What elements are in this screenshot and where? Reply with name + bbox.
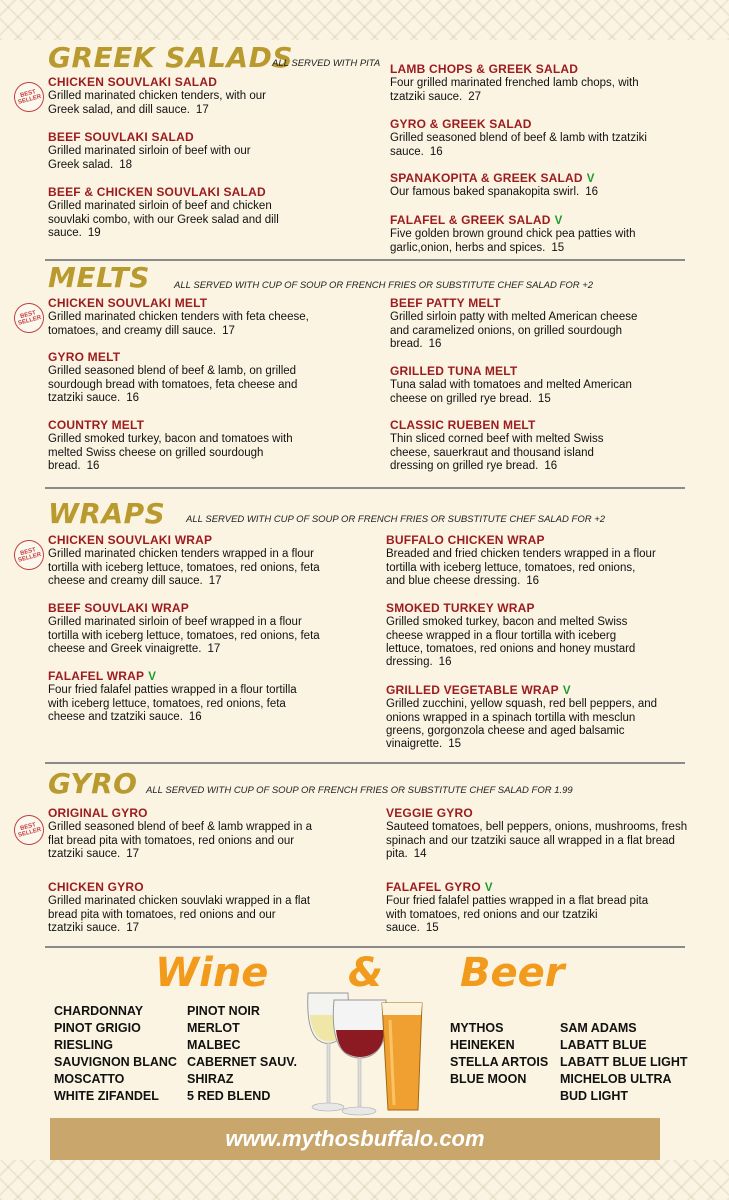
menu-item-description	[48, 90, 283, 117]
menu-item-description	[386, 895, 651, 935]
menu-item-name: BEEF SOUVLAKI SALAD	[48, 130, 194, 144]
section-title-melts: MELTS	[48, 261, 150, 294]
section-title-wraps: WRAPS	[48, 497, 166, 530]
section-note-wraps: ALL SERVED WITH CUP OF SOUP OR FRENCH FRIES OR SUBSTITUTE CHEF SALAD FOR +2	[186, 514, 606, 525]
menu-item-name: CHICKEN SOUVLAKI WRAP	[48, 533, 213, 547]
menu-item-header	[386, 602, 646, 616]
menu-item	[48, 297, 318, 338]
drink-item: SAUVIGNON BLANC	[54, 1055, 177, 1069]
menu-item-description	[390, 433, 640, 473]
vegetarian-badge: V	[484, 882, 493, 894]
menu-item-price: 19	[87, 226, 101, 239]
menu-item-price: 18	[119, 158, 132, 171]
drink-item: HEINEKEN	[450, 1038, 515, 1052]
menu-item-name: LAMB CHOPS & GREEK SALAD	[390, 62, 579, 76]
menu-item-header	[390, 214, 680, 228]
menu-item-header	[48, 602, 323, 616]
menu-item-description	[48, 548, 323, 588]
menu-item-price: 17	[207, 642, 221, 655]
menu-item-price: 16	[585, 186, 599, 199]
menu-item-description	[386, 821, 691, 861]
section-divider	[45, 487, 685, 489]
menu-item-name: GRILLED TUNA MELT	[390, 364, 518, 378]
menu-item	[386, 534, 656, 588]
menu-item	[48, 534, 323, 588]
menu-item-header	[48, 76, 283, 90]
menu-item	[48, 419, 313, 473]
menu-item-name: CHICKEN SOUVLAKI SALAD	[48, 75, 218, 89]
menu-item-description-text: Grilled seasoned blend of beef & lamb wrapped in a flat bread pita with tomatoes, red onions and our tzatziki sauce.	[48, 821, 313, 860]
menu-item-header	[48, 881, 313, 895]
best-seller-badge: BEST SELLER	[11, 300, 48, 337]
best-seller-badge: BEST SELLER	[11, 537, 48, 574]
decorative-pattern-bottom	[0, 1160, 729, 1200]
menu-item	[386, 602, 646, 669]
menu-item-name: SMOKED TURKEY WRAP	[386, 601, 535, 615]
menu-item-description-text: Grilled seasoned blend of beef & lamb, on grilled sourdough bread with tomatoes, feta cheese and tzatziki sauce.	[48, 365, 298, 404]
menu-item-header	[48, 351, 313, 365]
menu-item	[390, 172, 670, 200]
menu-item	[386, 807, 691, 861]
drink-item: LABATT BLUE	[560, 1038, 647, 1052]
decorative-pattern-top	[0, 0, 729, 40]
menu-item-name: BEEF PATTY MELT	[390, 296, 501, 310]
menu-item-description-text: Grilled marinated chicken tenders, with our Greek salad, and dill sauce.	[48, 90, 266, 116]
beer-list-col1	[450, 1020, 548, 1088]
website-link[interactable]: www.mythosbuffalo.com	[225, 1126, 485, 1151]
drink-item: WHITE ZIFANDEL	[54, 1089, 159, 1103]
menu-item-header	[390, 297, 640, 311]
drink-item: MERLOT	[187, 1021, 240, 1035]
menu-item-name: FALAFEL GYRO	[386, 880, 481, 894]
menu-item-price: 17	[222, 324, 235, 337]
section-title-gyro: GYRO	[48, 767, 138, 800]
menu-item-description-text: Breaded and fried chicken tenders wrapped in a flour tortilla with iceberg lettuce, tomatoes, red onions, and blue cheese dressing.	[386, 548, 656, 587]
vegetarian-badge: V	[554, 215, 563, 227]
menu-item-name: GYRO & GREEK SALAD	[390, 117, 532, 131]
menu-item-description	[48, 311, 318, 338]
menu-item-name: BEEF & CHICKEN SOUVLAKI SALAD	[48, 185, 266, 199]
menu-item-description	[390, 379, 650, 406]
menu-item-description	[386, 548, 656, 588]
drink-item: MICHELOB ULTRA	[560, 1072, 672, 1086]
menu-item-header	[390, 63, 660, 77]
menu-item-name: SPANAKOPITA & GREEK SALAD	[390, 171, 583, 185]
menu-item-description-text: Grilled sirloin patty with melted American cheese and caramelized onions, on grilled sourdough bread.	[390, 311, 638, 350]
best-seller-badge: BEST SELLER	[11, 812, 48, 849]
menu-item-description-text: Grilled marinated chicken tenders with feta cheese, tomatoes, and creamy dill sauce.	[48, 311, 309, 337]
menu-item-description-text: Grilled marinated chicken souvlaki wrapped in a flat bread pita with tomatoes, red onions and our tzatziki sauce.	[48, 895, 311, 934]
wine-list-red	[187, 1003, 297, 1105]
menu-item-description	[386, 616, 646, 669]
wine-heading: Wine	[155, 950, 269, 996]
best-seller-badge: BEST SELLER	[11, 79, 48, 116]
menu-item-description	[390, 311, 640, 351]
drink-item: PINOT GRIGIO	[54, 1021, 141, 1035]
menu-item-header	[48, 186, 308, 200]
menu-item-header	[390, 365, 650, 379]
menu-item-price: 16	[429, 145, 443, 158]
menu-item-price: 16	[544, 459, 558, 472]
menu-item	[48, 131, 283, 172]
menu-item-description	[390, 228, 680, 255]
menu-item-description-text: Four grilled marinated frenched lamb chops, with tzatziki sauce.	[390, 77, 639, 103]
drink-item: RIESLING	[54, 1038, 114, 1052]
menu-item-header	[48, 534, 323, 548]
menu-item-price: 16	[126, 391, 140, 404]
menu-item-name: COUNTRY MELT	[48, 418, 145, 432]
menu-item-price: 16	[438, 656, 452, 669]
menu-item-name: CHICKEN SOUVLAKI MELT	[48, 296, 208, 310]
menu-item	[390, 419, 640, 473]
ampersand-heading: &	[348, 950, 383, 996]
menu-item	[48, 602, 323, 656]
menu-item	[386, 881, 651, 935]
menu-item-description	[48, 616, 323, 656]
menu-item-description-text: Grilled zucchini, yellow squash, red bell peppers, and onions wrapped in a spinach tortilla with mesclun greens, gorgonzola cheese and aged balsamic vinaigrette.	[386, 698, 658, 751]
drink-item: 5 RED BLEND	[187, 1089, 271, 1103]
menu-item-name: ORIGINAL GYRO	[48, 806, 148, 820]
section-divider	[45, 762, 685, 764]
menu-item-price: 17	[208, 574, 222, 587]
menu-item-name: GYRO MELT	[48, 350, 121, 364]
menu-item	[390, 118, 660, 159]
menu-item	[390, 297, 640, 351]
vegetarian-badge: V	[586, 173, 595, 185]
menu-item-description-text: Sauteed tomatoes, bell peppers, onions, mushrooms, fresh spinach and our tzatziki sauce all wrapped in a flat bread pita.	[386, 821, 688, 860]
menu-item-price: 15	[425, 921, 439, 934]
menu-item-header	[386, 684, 666, 698]
menu-item-description-text: Grilled marinated sirloin of beef wrapped in a flour tortilla with iceberg lettuce, tomatoes, red onions, feta cheese and Greek vinaigrette.	[48, 616, 320, 655]
section-note-gyro: ALL SERVED WITH CUP OF SOUP OR FRENCH FRIES OR SUBSTITUTE CHEF SALAD FOR 1.99	[146, 785, 573, 796]
menu-item-description-text: Grilled smoked turkey, bacon and tomatoes with melted Swiss cheese on grilled sourdough bread.	[48, 433, 293, 472]
menu-item-description	[390, 186, 670, 199]
vegetarian-badge: V	[148, 671, 156, 683]
menu-item-price: 16	[86, 459, 100, 472]
menu-item-header	[390, 172, 670, 186]
menu-item-description	[390, 77, 660, 104]
beer-heading: Beer	[460, 950, 565, 996]
section-title-greek-salads: GREEK SALADS	[48, 41, 293, 74]
menu-item	[48, 76, 283, 117]
menu-item-name: FALAFEL WRAP	[48, 669, 145, 683]
menu-item	[48, 351, 313, 405]
menu-item	[48, 186, 308, 240]
menu-item-header	[48, 807, 323, 821]
drink-item: BLUE MOON	[450, 1072, 527, 1086]
menu-item	[48, 670, 308, 724]
menu-item-description-text: Five golden brown ground chick pea patties with garlic,onion, herbs and spices.	[390, 228, 636, 254]
wine-and-beer-glasses-icon	[300, 985, 450, 1120]
menu-item-name: FALAFEL & GREEK SALAD	[390, 213, 551, 227]
menu-item-description	[48, 684, 308, 724]
drink-item: MYTHOS	[450, 1021, 504, 1035]
menu-item-name: BEEF SOUVLAKI WRAP	[48, 601, 189, 615]
menu-item-header	[48, 670, 308, 684]
menu-item-price: 15	[551, 241, 565, 254]
menu-item-price: 15	[448, 738, 462, 751]
menu-item-description-text: Four fried falafel patties wrapped in a flat bread pita with tomatoes, red onions and our tzatziki sauce.	[386, 895, 649, 934]
menu-item-name: CLASSIC RUEBEN MELT	[390, 418, 536, 432]
menu-item-description	[48, 365, 313, 405]
menu-item-price: 16	[428, 337, 442, 350]
drink-item: SHIRAZ	[187, 1072, 234, 1086]
menu-item-description-text: Our famous baked spanakopita swirl.	[390, 186, 580, 199]
drink-item: MOSCATTO	[54, 1072, 125, 1086]
drink-item: MALBEC	[187, 1038, 241, 1052]
menu-item-description-text: Thin sliced corned beef with melted Swiss cheese, sauerkraut and thousand island dressing on grilled rye bread.	[390, 433, 604, 472]
menu-item-description-text: Four fried falafel patties wrapped in a flour tortilla with iceberg lettuce, tomatoes, red onions, feta cheese and tzatziki sauce.	[48, 684, 297, 723]
menu-item-header	[48, 131, 283, 145]
drink-item: BUD LIGHT	[560, 1089, 629, 1103]
drink-item: PINOT NOIR	[187, 1004, 260, 1018]
section-note-melts: ALL SERVED WITH CUP OF SOUP OR FRENCH FRIES OR SUBSTITUTE CHEF SALAD FOR +2	[174, 280, 594, 291]
drink-item: STELLA ARTOIS	[450, 1055, 549, 1069]
menu-item	[390, 63, 660, 104]
menu-item-header	[390, 419, 640, 433]
menu-item	[48, 881, 313, 935]
menu-item-description	[390, 132, 660, 159]
menu-item-price: 15	[537, 392, 551, 405]
wine-list-white	[54, 1003, 177, 1105]
menu-item	[390, 214, 680, 255]
menu-item-description	[48, 433, 313, 473]
menu-item-header	[386, 534, 656, 548]
section-divider	[45, 946, 685, 948]
menu-item	[48, 807, 323, 861]
menu-item-description	[48, 145, 283, 172]
menu-item-price: 16	[526, 574, 540, 587]
menu-item-description-text: Grilled marinated sirloin of beef and chicken souvlaki combo, with our Greek salad and dill sauce.	[48, 200, 279, 239]
drink-item: CHARDONNAY	[54, 1004, 144, 1018]
menu-item-price: 27	[468, 90, 482, 103]
menu-item-description	[48, 200, 308, 240]
menu-item-price: 14	[413, 847, 427, 860]
menu-item-description-text: Tuna salad with tomatoes and melted American cheese on grilled rye bread.	[390, 379, 632, 405]
menu-item	[390, 365, 650, 406]
menu-item-header	[48, 297, 318, 311]
menu-item-description-text: Grilled marinated chicken tenders wrapped in a flour tortilla with iceberg lettuce, tomatoes, red onions, feta cheese and creamy dill sauce.	[48, 548, 320, 587]
beer-list-col2	[560, 1020, 688, 1105]
menu-item-header	[48, 419, 313, 433]
menu-item-price: 17	[126, 847, 140, 860]
section-note-greek-salads: ALL SERVED WITH PITA	[272, 58, 381, 69]
menu-item-name: VEGGIE GYRO	[386, 806, 473, 820]
menu-item-header	[386, 881, 651, 895]
menu-item-description-text: Grilled seasoned blend of beef & lamb with tzatziki sauce.	[390, 132, 647, 158]
drink-item: CABERNET SAUV.	[187, 1055, 297, 1069]
menu-item-description	[386, 698, 666, 751]
menu-item-header	[386, 807, 691, 821]
menu-item-name: BUFFALO CHICKEN WRAP	[386, 533, 545, 547]
menu-item-description	[48, 895, 313, 935]
menu-item-header	[390, 118, 660, 132]
drink-item: SAM ADAMS	[560, 1021, 637, 1035]
vegetarian-badge: V	[562, 685, 571, 697]
menu-item-price: 17	[195, 103, 209, 116]
menu-item-price: 16	[188, 710, 202, 723]
menu-item-price: 17	[126, 921, 140, 934]
menu-item-name: GRILLED VEGETABLE WRAP	[386, 683, 559, 697]
menu-item-description-text: Grilled marinated sirloin of beef with our Greek salad.	[48, 145, 251, 171]
menu-item-description	[48, 821, 323, 861]
menu-item-name: CHICKEN GYRO	[48, 880, 144, 894]
drink-item: LABATT BLUE LIGHT	[560, 1055, 688, 1069]
menu-item-description-text: Grilled smoked turkey, bacon and melted Swiss cheese wrapped in a flour tortilla with iceberg lettuce, tomatoes, red onions and honey mustard dressing.	[386, 616, 636, 669]
menu-item	[386, 684, 666, 751]
